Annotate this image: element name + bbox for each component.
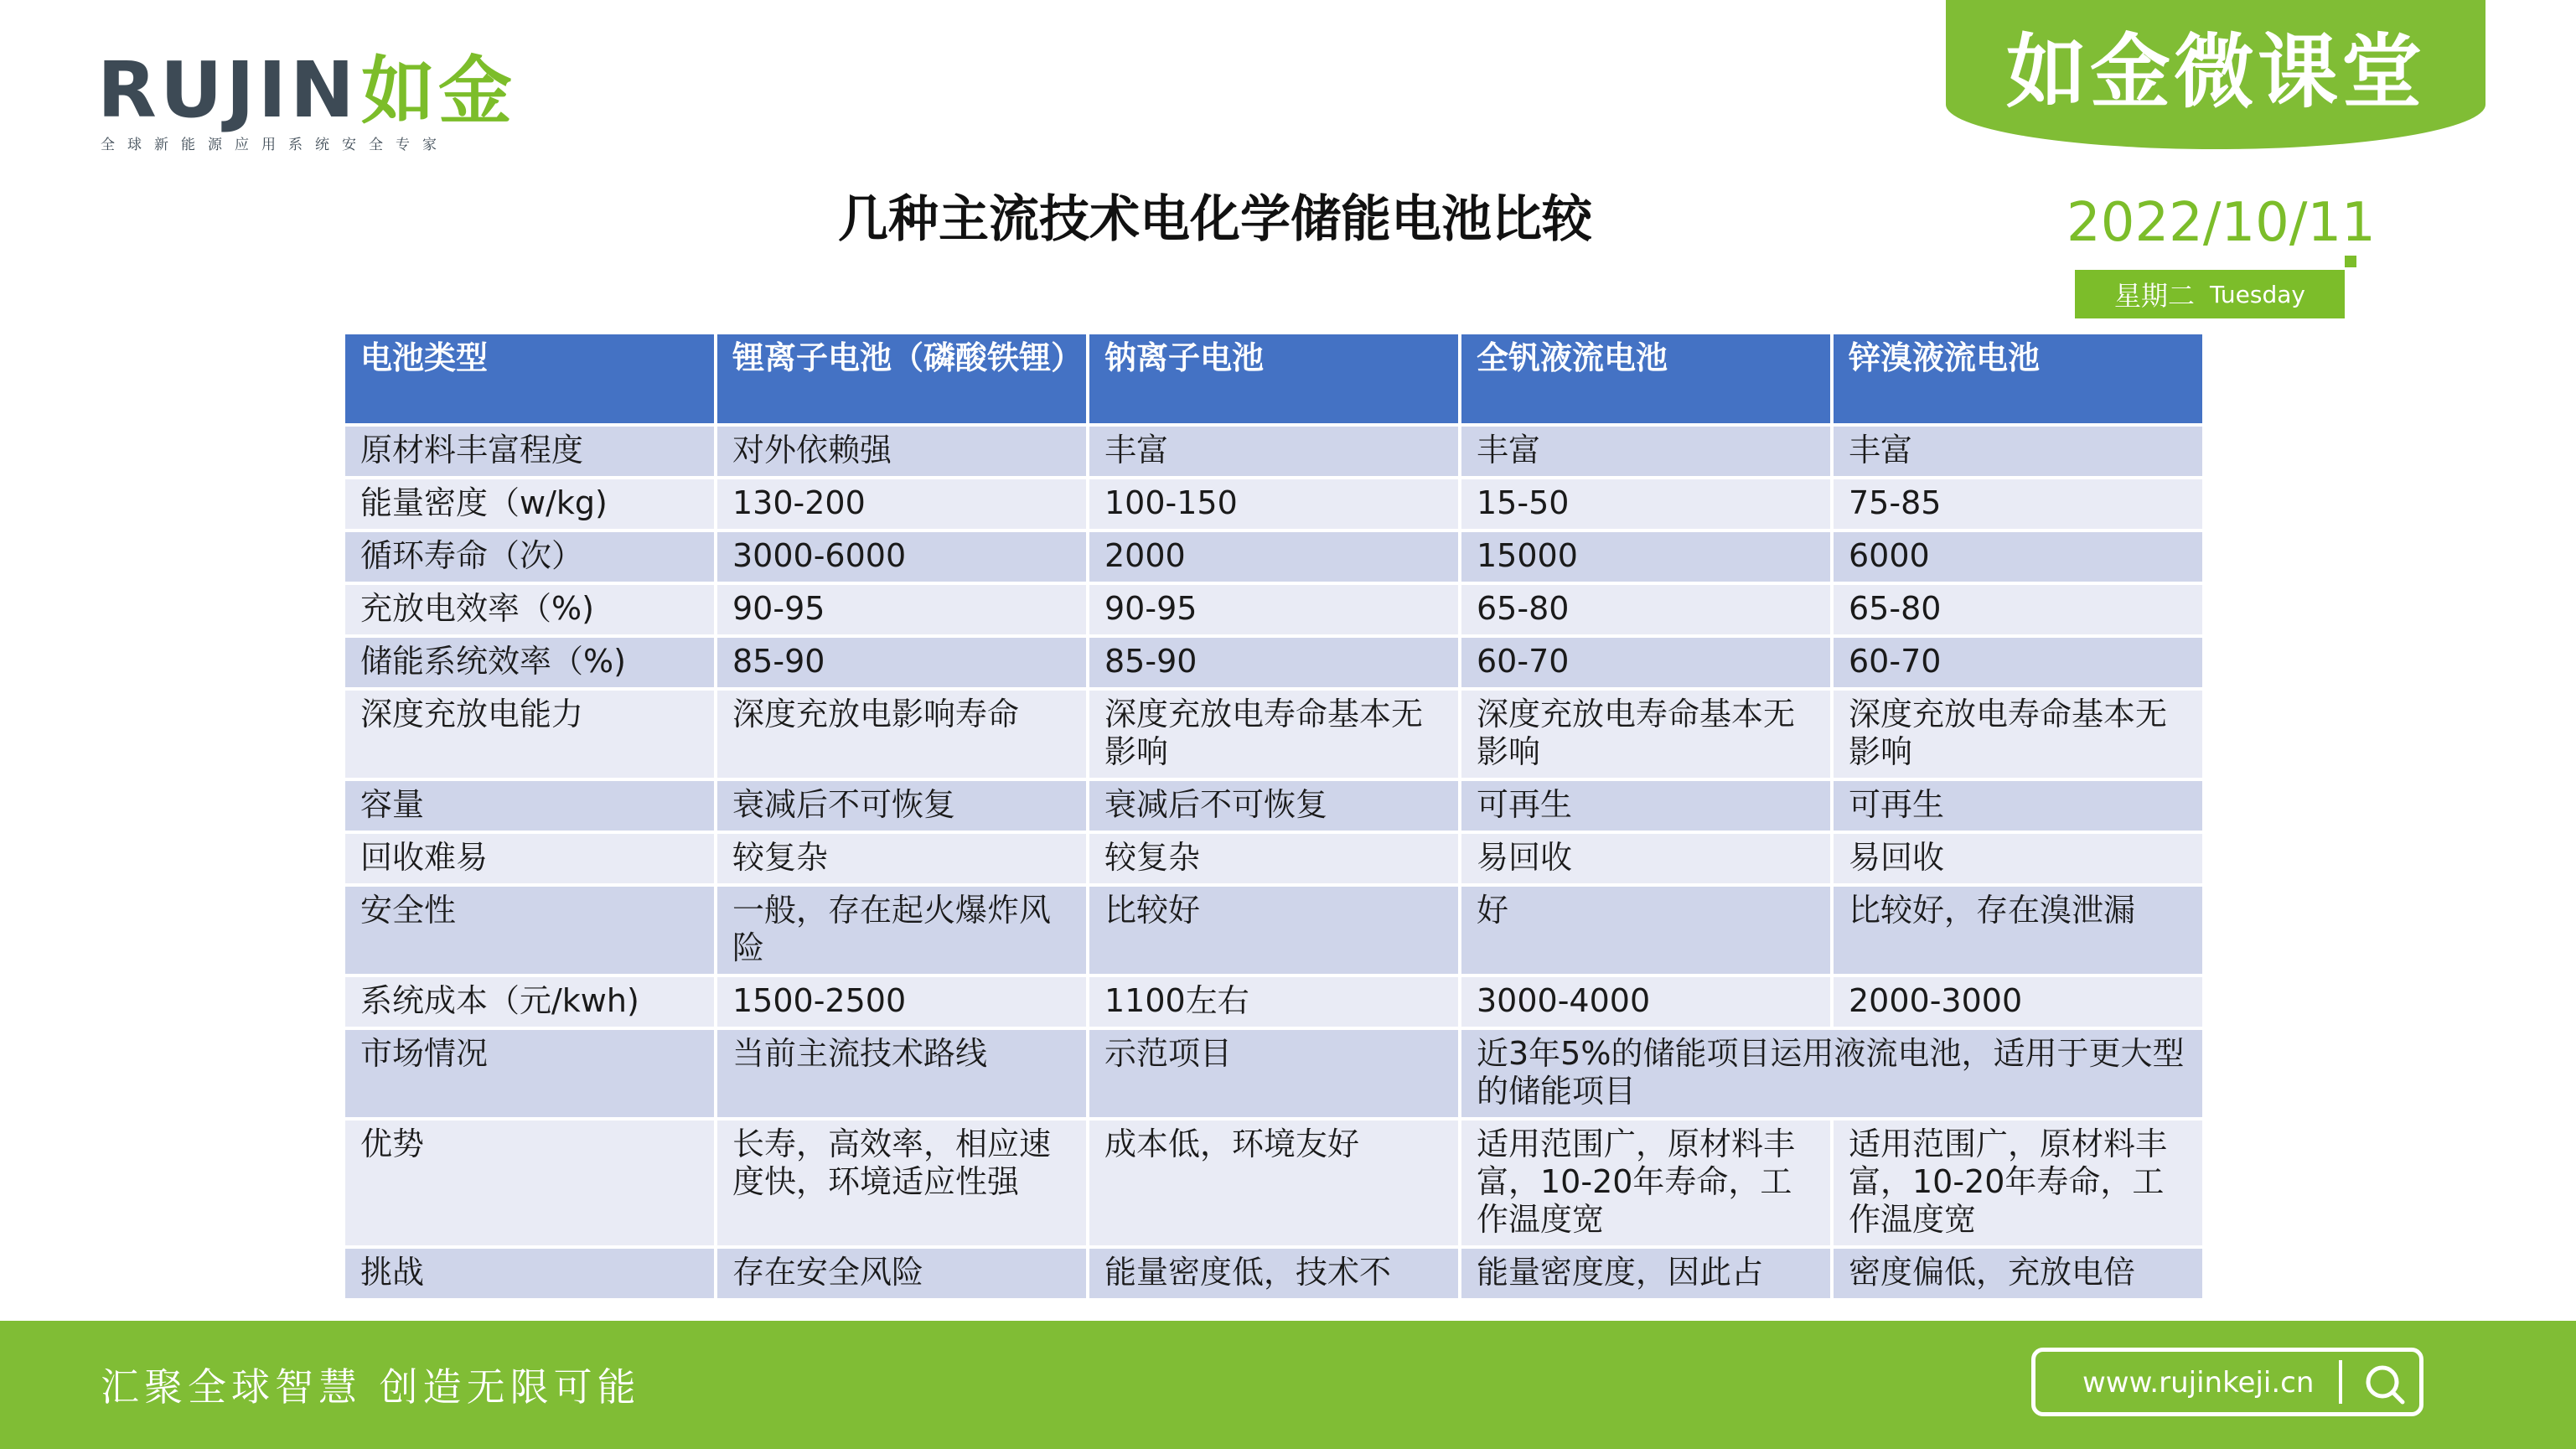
table-row [344,1247,2204,1300]
table-row-header-cell: 市场情况 [344,1028,716,1119]
table-cell: 90-95 [716,583,1088,636]
table-row [344,975,2204,1028]
table-cell: 较复杂 [716,832,1088,885]
search-icon[interactable] [2361,1360,2408,1407]
table-cell: 90-95 [1088,583,1460,636]
table-cell: 示范项目 [1088,1028,1460,1119]
table-cell: 65-80 [1832,583,2204,636]
table-cell: 60-70 [1460,636,1832,689]
table-row [344,478,2204,530]
table-row-header-cell: 回收难易 [344,832,716,885]
table-row [344,530,2204,583]
table-row [344,1028,2204,1119]
table-cell: 当前主流技术路线 [716,1028,1088,1119]
table-row-header-cell: 安全性 [344,885,716,975]
table-cell: 15000 [1460,530,1832,583]
table-cell: 比较好 [1088,885,1460,975]
table-cell: 存在安全风险 [716,1247,1088,1300]
date-label: 2022/10/11 [2066,192,2376,254]
table-cell: 2000 [1088,530,1460,583]
table-cell: 130-200 [716,478,1088,530]
website-url: www.rujinkeji.cn [2082,1366,2315,1400]
table-header-cell: 钠离子电池 [1088,333,1460,425]
table-header-cell: 锌溴液流电池 [1832,333,2204,425]
table-cell: 深度充放电影响寿命 [716,689,1088,779]
table-row-header-cell: 能量密度（w/kg) [344,478,716,530]
table-row [344,636,2204,689]
table-cell: 易回收 [1460,832,1832,885]
table-cell: 较复杂 [1088,832,1460,885]
table-cell: 好 [1460,885,1832,975]
date-accent-square [2345,256,2356,267]
table-body [344,425,2204,1300]
footer-slogan: 汇聚全球智慧 创造无限可能 [101,1364,641,1410]
footer-bar [0,1321,2576,1449]
table-row-header-cell: 原材料丰富程度 [344,425,716,478]
table-row [344,425,2204,478]
page-title: 几种主流技术电化学储能电池比较 [838,190,1592,249]
table-row [344,885,2204,975]
table-cell: 可再生 [1832,779,2204,832]
table-header-row [344,333,2204,425]
table-cell: 65-80 [1460,583,1832,636]
table-cell: 易回收 [1832,832,2204,885]
weekday-en: Tuesday [2210,280,2305,308]
table-cell: 衰减后不可恢复 [1088,779,1460,832]
table-row [344,583,2204,636]
weekday-badge [2075,270,2345,318]
table-row [344,1119,2204,1247]
table-cell: 能量密度低，技术不 [1088,1247,1460,1300]
table-cell: 长寿，高效率，相应速度快，环境适应性强 [716,1119,1088,1247]
table-cell: 成本低，环境友好 [1088,1119,1460,1247]
table-cell: 密度偏低，充放电倍 [1832,1247,2204,1300]
table-cell: 比较好，存在溴泄漏 [1832,885,2204,975]
table-row-header-cell: 充放电效率（%) [344,583,716,636]
table-cell: 可再生 [1460,779,1832,832]
table-cell: 75-85 [1832,478,2204,530]
table-cell: 衰减后不可恢复 [716,779,1088,832]
table-cell: 深度充放电寿命基本无影响 [1460,689,1832,779]
table-cell: 15-50 [1460,478,1832,530]
table-cell: 丰富 [1832,425,2204,478]
brand-tab [1946,0,2485,149]
table-cell: 6000 [1832,530,2204,583]
table-cell: 对外依赖强 [716,425,1088,478]
table-cell: 适用范围广，原材料丰富，10-20年寿命，工作温度宽 [1460,1119,1832,1247]
table-cell: 100-150 [1088,478,1460,530]
table-row-header-cell: 挑战 [344,1247,716,1300]
table-cell: 丰富 [1088,425,1460,478]
logo-tagline: 全球新能源应用系统安全专家 [101,137,449,153]
table-header-cell: 锂离子电池（磷酸铁锂） [716,333,1088,425]
table-cell: 3000-4000 [1460,975,1832,1028]
table-cell: 3000-6000 [716,530,1088,583]
table-cell: 近3年5%的储能项目运用液流电池，适用于更大型的储能项目 [1460,1028,2204,1119]
table-row [344,832,2204,885]
table-cell: 丰富 [1460,425,1832,478]
url-divider [2339,1360,2342,1404]
table-cell: 能量密度度，因此占 [1460,1247,1832,1300]
table-cell: 85-90 [1088,636,1460,689]
company-logo [97,45,533,161]
table-row-header-cell: 系统成本（元/kwh) [344,975,716,1028]
website-link[interactable] [2031,1348,2423,1416]
weekday-cn: 星期二 [2114,280,2196,312]
table-row-header-cell: 容量 [344,779,716,832]
table-row-header-cell: 深度充放电能力 [344,689,716,779]
table-header-cell: 全钒液流电池 [1460,333,1832,425]
table-row-header-cell: 储能系统效率（%) [344,636,716,689]
table-row [344,689,2204,779]
table-row-header-cell: 优势 [344,1119,716,1247]
battery-comparison-table [342,331,2206,1302]
table-cell: 60-70 [1832,636,2204,689]
table-cell: 适用范围广，原材料丰富，10-20年寿命，工作温度宽 [1832,1119,2204,1247]
table-cell: 深度充放电寿命基本无影响 [1832,689,2204,779]
logo-wordmark: RUJIN [97,45,359,135]
table-cell: 85-90 [716,636,1088,689]
table-cell: 2000-3000 [1832,975,2204,1028]
table-row-header-cell: 循环寿命（次） [344,530,716,583]
table-cell: 1500-2500 [716,975,1088,1028]
table-cell: 深度充放电寿命基本无影响 [1088,689,1460,779]
table-row [344,779,2204,832]
logo-chinese-name: 如金 [361,48,516,134]
table-header-cell: 电池类型 [344,333,716,425]
table-cell: 一般，存在起火爆炸风险 [716,885,1088,975]
brand-tab-title: 如金微课堂 [2006,25,2425,119]
table-cell: 1100左右 [1088,975,1460,1028]
